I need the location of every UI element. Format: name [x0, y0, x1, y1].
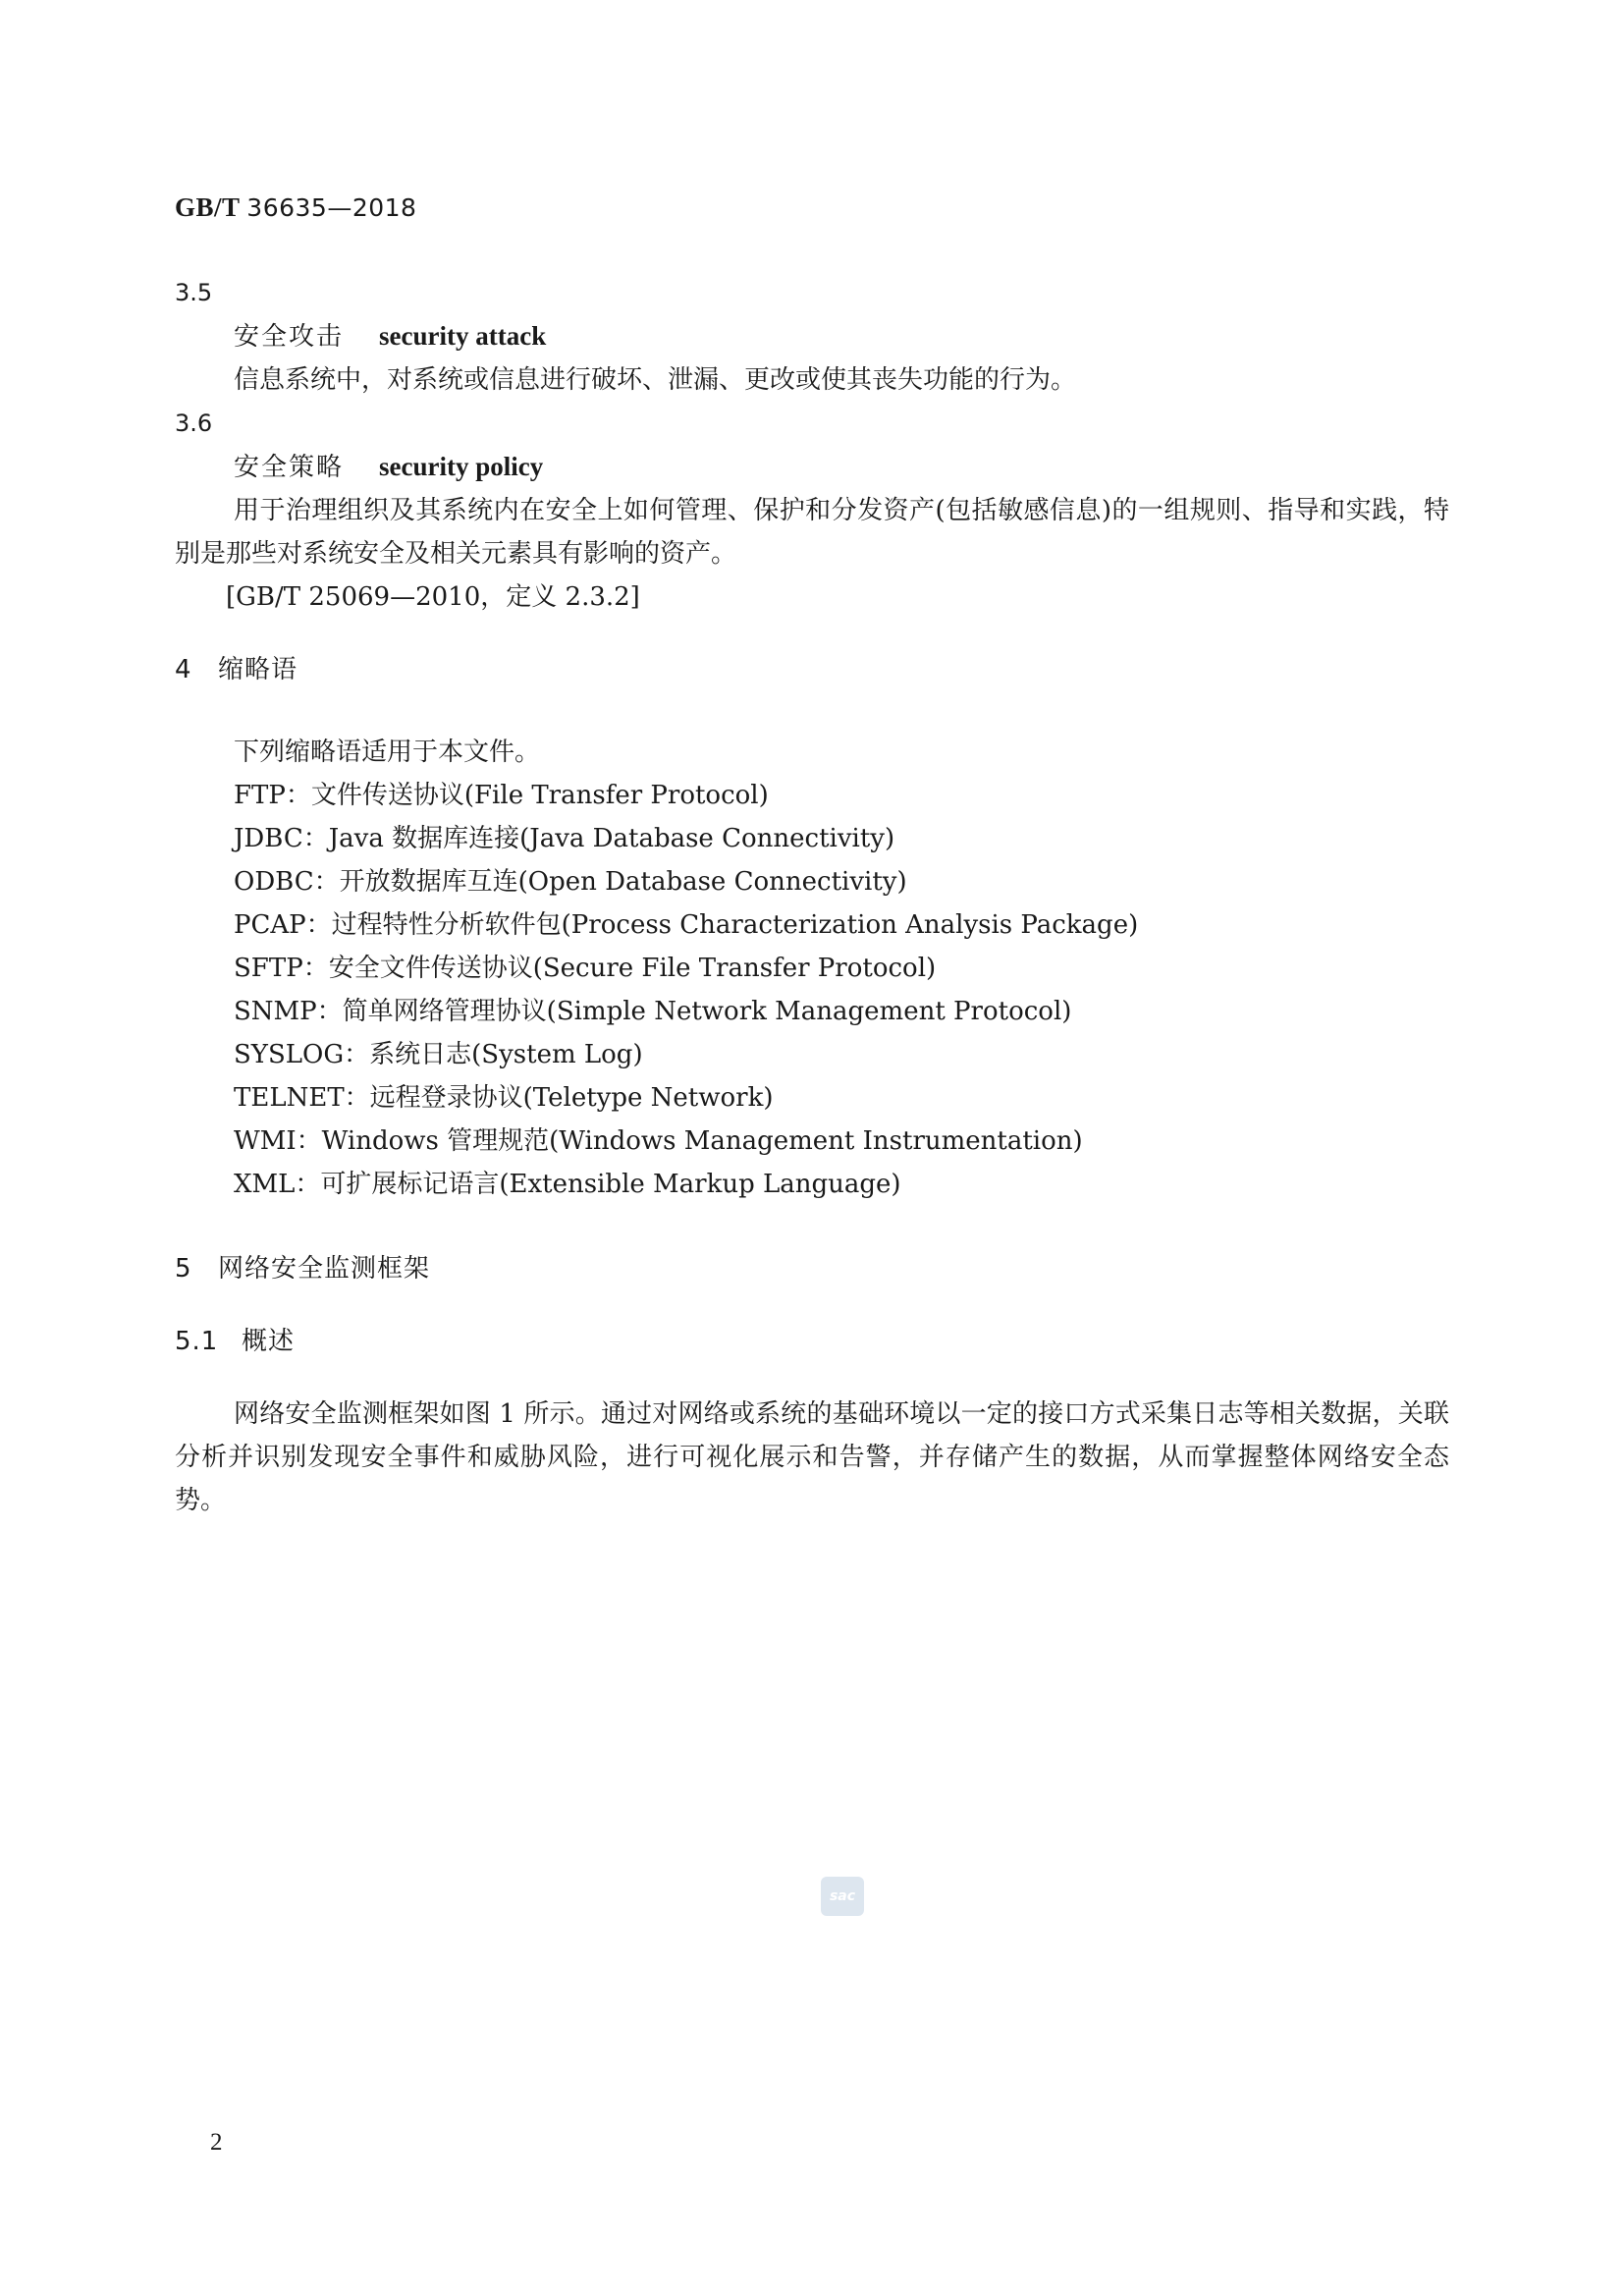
section-heading-5 — [175, 1247, 1449, 1290]
list-item: JDBC：Java 数据库连接(Java Database Connectivity) — [234, 824, 895, 853]
sac-watermark-logo: sac — [821, 1877, 864, 1916]
section-heading-4 — [175, 648, 1449, 691]
abbreviations-intro: 下列缩略语适用于本文件。 — [234, 738, 541, 767]
term-heading-3-5 — [175, 314, 1449, 358]
section-title: 网络安全监测框架 — [218, 1254, 431, 1284]
term-english: security policy — [379, 452, 544, 481]
section-title: 缩略语 — [218, 655, 298, 684]
list-item: SFTP：安全文件传送协议(Secure File Transfer Protocol) — [234, 954, 937, 983]
page-number: 2 — [210, 2129, 223, 2156]
term-definition-3-6: 用于治理组织及其系统内在安全上如何管理、保护和分发资产(包括敏感信息)的一组规则、指导和实践，特别是那些对系统安全及相关元素具有影响的资产。 — [175, 496, 1449, 569]
list-item: XML：可扩展标记语言(Extensible Markup Language) — [234, 1170, 901, 1199]
list-item: SNMP：简单网络管理协议(Simple Network Management Protocol) — [234, 997, 1072, 1026]
list-item: SYSLOG：系统日志(System Log) — [234, 1040, 643, 1069]
term-heading-3-6 — [175, 445, 1449, 489]
term-number-3-5: 3.5 — [175, 279, 213, 306]
section-title: 概述 — [242, 1327, 296, 1356]
term-number-3-6: 3.6 — [175, 410, 213, 437]
section-heading-5-1 — [175, 1320, 1449, 1363]
list-item: TELNET：远程登录协议(Teletype Network) — [234, 1083, 774, 1113]
list-item: PCAP：过程特性分析软件包(Process Characterization Analysis Package) — [234, 910, 1139, 940]
abbreviations-list — [175, 774, 1449, 1206]
list-item: FTP：文件传送协议(File Transfer Protocol) — [234, 781, 769, 810]
section-5-1-body: 网络安全监测框架如图 1 所示。通过对网络或系统的基础环境以一定的接口方式采集日志等相关数据，关联分析并识别发现安全事件和威胁风险，进行可视化展示和告警，并存储产生的数据，从而掌握整体网络安全态势。 — [175, 1399, 1449, 1515]
term-chinese: 安全攻击 — [234, 322, 345, 352]
term-english: security attack — [379, 321, 547, 351]
standard-code — [175, 192, 416, 223]
list-item: ODBC：开放数据库互连(Open Database Connectivity) — [234, 867, 907, 897]
standard-code-prefix: GB/T — [175, 192, 241, 222]
term-source-3-6: [GB/T 25069—2010，定义 2.3.2] — [226, 582, 640, 612]
section-number: 4 — [175, 655, 192, 684]
section-number: 5 — [175, 1254, 192, 1284]
list-item: WMI：Windows 管理规范(Windows Management Instrumentation) — [234, 1126, 1083, 1156]
term-chinese: 安全策略 — [234, 453, 345, 482]
standard-code-number: 36635—2018 — [246, 193, 417, 222]
page-content — [175, 271, 1449, 1522]
term-definition-3-5: 信息系统中，对系统或信息进行破坏、泄漏、更改或使其丧失功能的行为。 — [234, 365, 1077, 395]
section-number: 5.1 — [175, 1327, 219, 1356]
